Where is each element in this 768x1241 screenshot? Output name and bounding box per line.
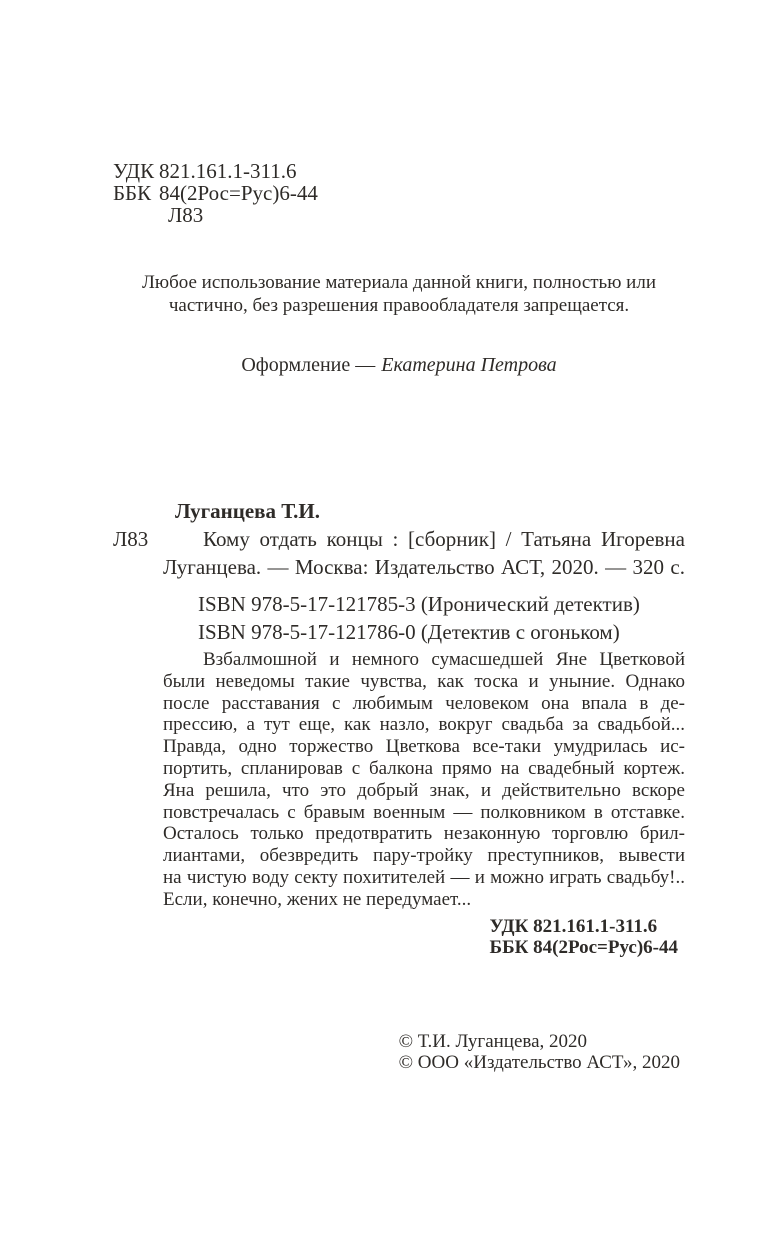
bib-author-heading: Луганцева Т.И. <box>175 499 321 523</box>
copyright-line: © ООО «Издательство АСТ», 2020 <box>398 1052 680 1074</box>
design-credit-label: Оформление — <box>241 354 376 376</box>
catalog-id-block <box>113 160 685 226</box>
annotation-line: Если, конечно, жених не передумает... <box>163 888 472 910</box>
bibliographic-entry <box>113 497 685 581</box>
footer-bbk: ББК 84(2Рос=Рус)6-44 <box>489 937 678 959</box>
footer-codes-block <box>490 916 678 959</box>
annotation-line: повстречалась с бравым военным — полковником в отставке. <box>163 801 685 823</box>
copyright-line: © Т.И. Луганцева, 2020 <box>398 1030 588 1052</box>
annotation-line: после расставания с любимым человеком она впала в де- <box>163 692 685 714</box>
udk-row <box>113 160 685 182</box>
design-credit <box>113 353 685 377</box>
bib-publisher-line: Луганцева. — Москва: Издательство АСТ, 2020. — 320 с. <box>163 555 685 579</box>
bbk-row <box>113 182 685 204</box>
bbk-value: 84(2Рос=Рус)6-44 <box>159 181 318 205</box>
annotation-line: лиантами, обезвредить пару-тройку преступников, вывести <box>163 845 685 867</box>
isbn-item: ISBN 978-5-17-121786-0 (Детектив с огоньком) <box>198 620 620 644</box>
bib-author-sign: Л83 <box>113 527 149 551</box>
isbn-list <box>198 590 685 646</box>
annotation-line: Взбалмошной и немного сумасшедшей Яне Цветковой <box>203 649 685 670</box>
annotation-line: были неведомы такие чувства, как тоска и уныние. Однако <box>163 670 685 692</box>
bbk-label: ББК <box>113 181 152 205</box>
udk-value: 821.161.1-311.6 <box>159 159 297 183</box>
bib-title-line: Кому отдать концы : [сборник] / Татьяна Игоревна <box>203 527 685 551</box>
annotation-line: портить, спланировав с балкона прямо на свадебный кортеж. <box>163 757 685 779</box>
designer-name: Екатерина Петрова <box>381 354 557 376</box>
isbn-item: ISBN 978-5-17-121785-3 (Иронический детектив) <box>198 592 640 616</box>
rights-notice-line: Любое использование материала данной книги, полностью или <box>142 272 656 293</box>
author-sign: Л83 <box>168 203 204 227</box>
annotation-line: Яна решила, что это добрый знак, и действительно вскоре <box>163 779 685 801</box>
udk-label: УДК <box>113 159 155 183</box>
footer-udk: УДК 821.161.1-311.6 <box>489 915 658 937</box>
annotation-paragraph <box>163 649 685 911</box>
annotation-line: Осталось только предотвратить незаконную торговлю брил- <box>163 823 685 845</box>
rights-notice-line: частично, без разрешения правообладателя запрещается. <box>168 294 630 316</box>
copyright-block <box>399 1031 680 1074</box>
annotation-line: прессию, а тут еще, как назло, вокруг свадьба за свадьбой... <box>163 714 685 736</box>
annotation-line: Правда, одно торжество Цветкова все-таки умудрилась ис- <box>163 736 685 758</box>
rights-notice <box>113 272 685 317</box>
annotation-line: на чистую воду секту похитителей — и можно играть свадьбу!.. <box>163 866 685 888</box>
